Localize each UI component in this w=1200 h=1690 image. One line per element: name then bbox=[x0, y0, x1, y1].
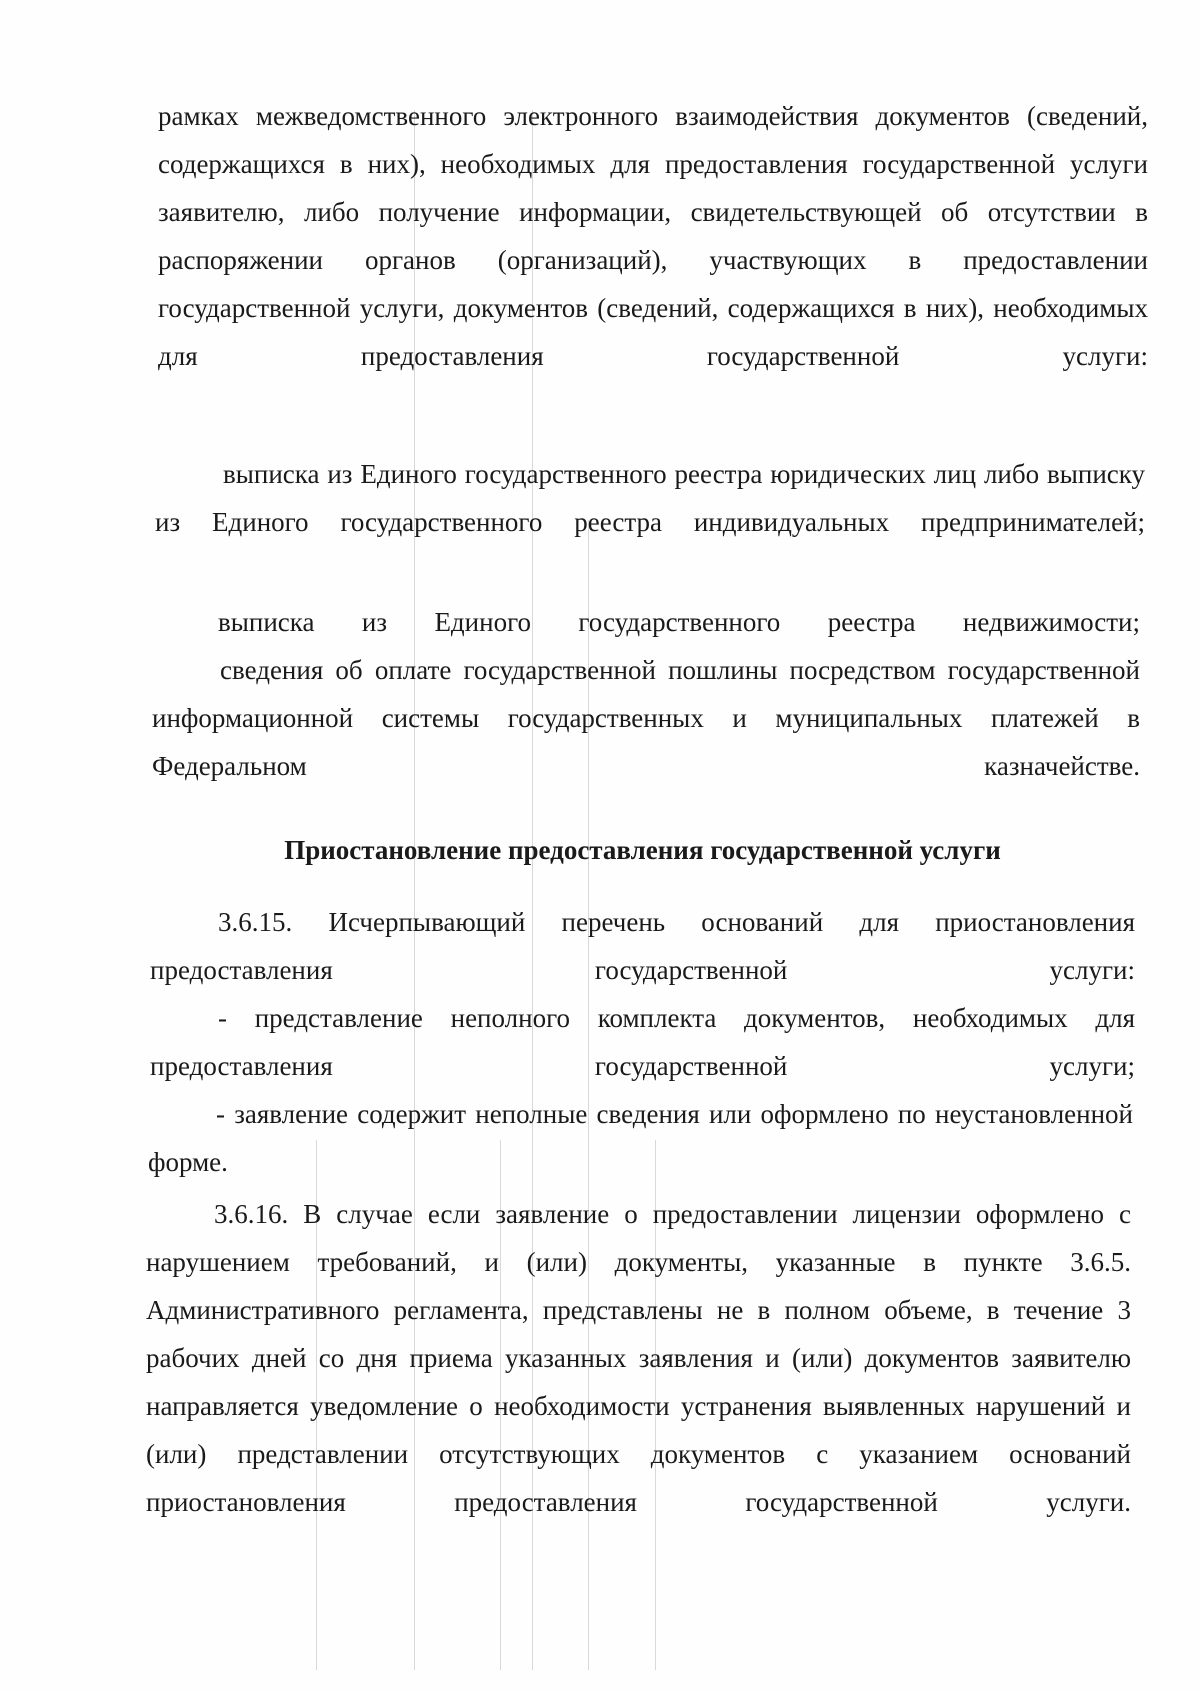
paragraph-text: 3.6.15. Исчерпывающий перечень оснований для приостановления предоставления государственной услуги: bbox=[150, 907, 1135, 985]
paragraph-payment-info bbox=[152, 646, 1140, 790]
paragraph-text: - заявление содержит неполные сведения или оформлено по неустановленной форме. bbox=[148, 1099, 1133, 1177]
paragraph-text: - представление неполного комплекта документов, необходимых для предоставления государственной услуги; bbox=[150, 1003, 1135, 1081]
paragraph-3-6-15 bbox=[150, 898, 1135, 994]
list-item-incomplete-application bbox=[148, 1090, 1133, 1186]
paragraph-real-estate-extract bbox=[150, 598, 1140, 646]
paragraph-text: выписка из Единого государственного реестра недвижимости; bbox=[218, 607, 1140, 637]
paragraph-text: 3.6.16. В случае если заявление о предоставлении лицензии оформлено с нарушением требований, и (или) документы, указанные в пункте 3.6.5. Административного регламента, представлены не в полном объеме, в течение 3 рабочих дней со дня приема указанных заявления и (или) документов заявителю направляется уведомление о необходимости устранения выявленных нарушений и (или) представлении отсутствующих документов с указанием оснований приостановления предоставления государственной услуги. bbox=[146, 1199, 1131, 1517]
section-heading: Приостановление предоставления государственной услуги bbox=[284, 835, 1001, 865]
paragraph-interagency-request bbox=[158, 92, 1148, 380]
paragraph-text: выписка из Единого государственного реестра юридических лиц либо выписку из Единого государственного реестра индивидуальных предпринимателей; bbox=[155, 459, 1145, 537]
paragraph-3-6-16 bbox=[146, 1190, 1131, 1526]
list-item-incomplete-documents bbox=[150, 994, 1135, 1090]
paragraph-legal-entities-extract bbox=[155, 450, 1145, 546]
paragraph-text: сведения об оплате государственной пошлины посредством государственной информационной системы государственных и муниципальных платежей в Федеральном казначействе. bbox=[152, 655, 1140, 781]
paragraph-text: рамках межведомственного электронного взаимодействия документов (сведений, содержащихся в них), необходимых для предоставления государственной услуги заявителю, либо получение информации, свидетельствующей об отсутствии в распоряжении органов (организаций), участвующих в предоставлении государственной услуги, документов (сведений, содержащихся в них), необходимых для предоставления государственной услуги: bbox=[158, 101, 1148, 371]
